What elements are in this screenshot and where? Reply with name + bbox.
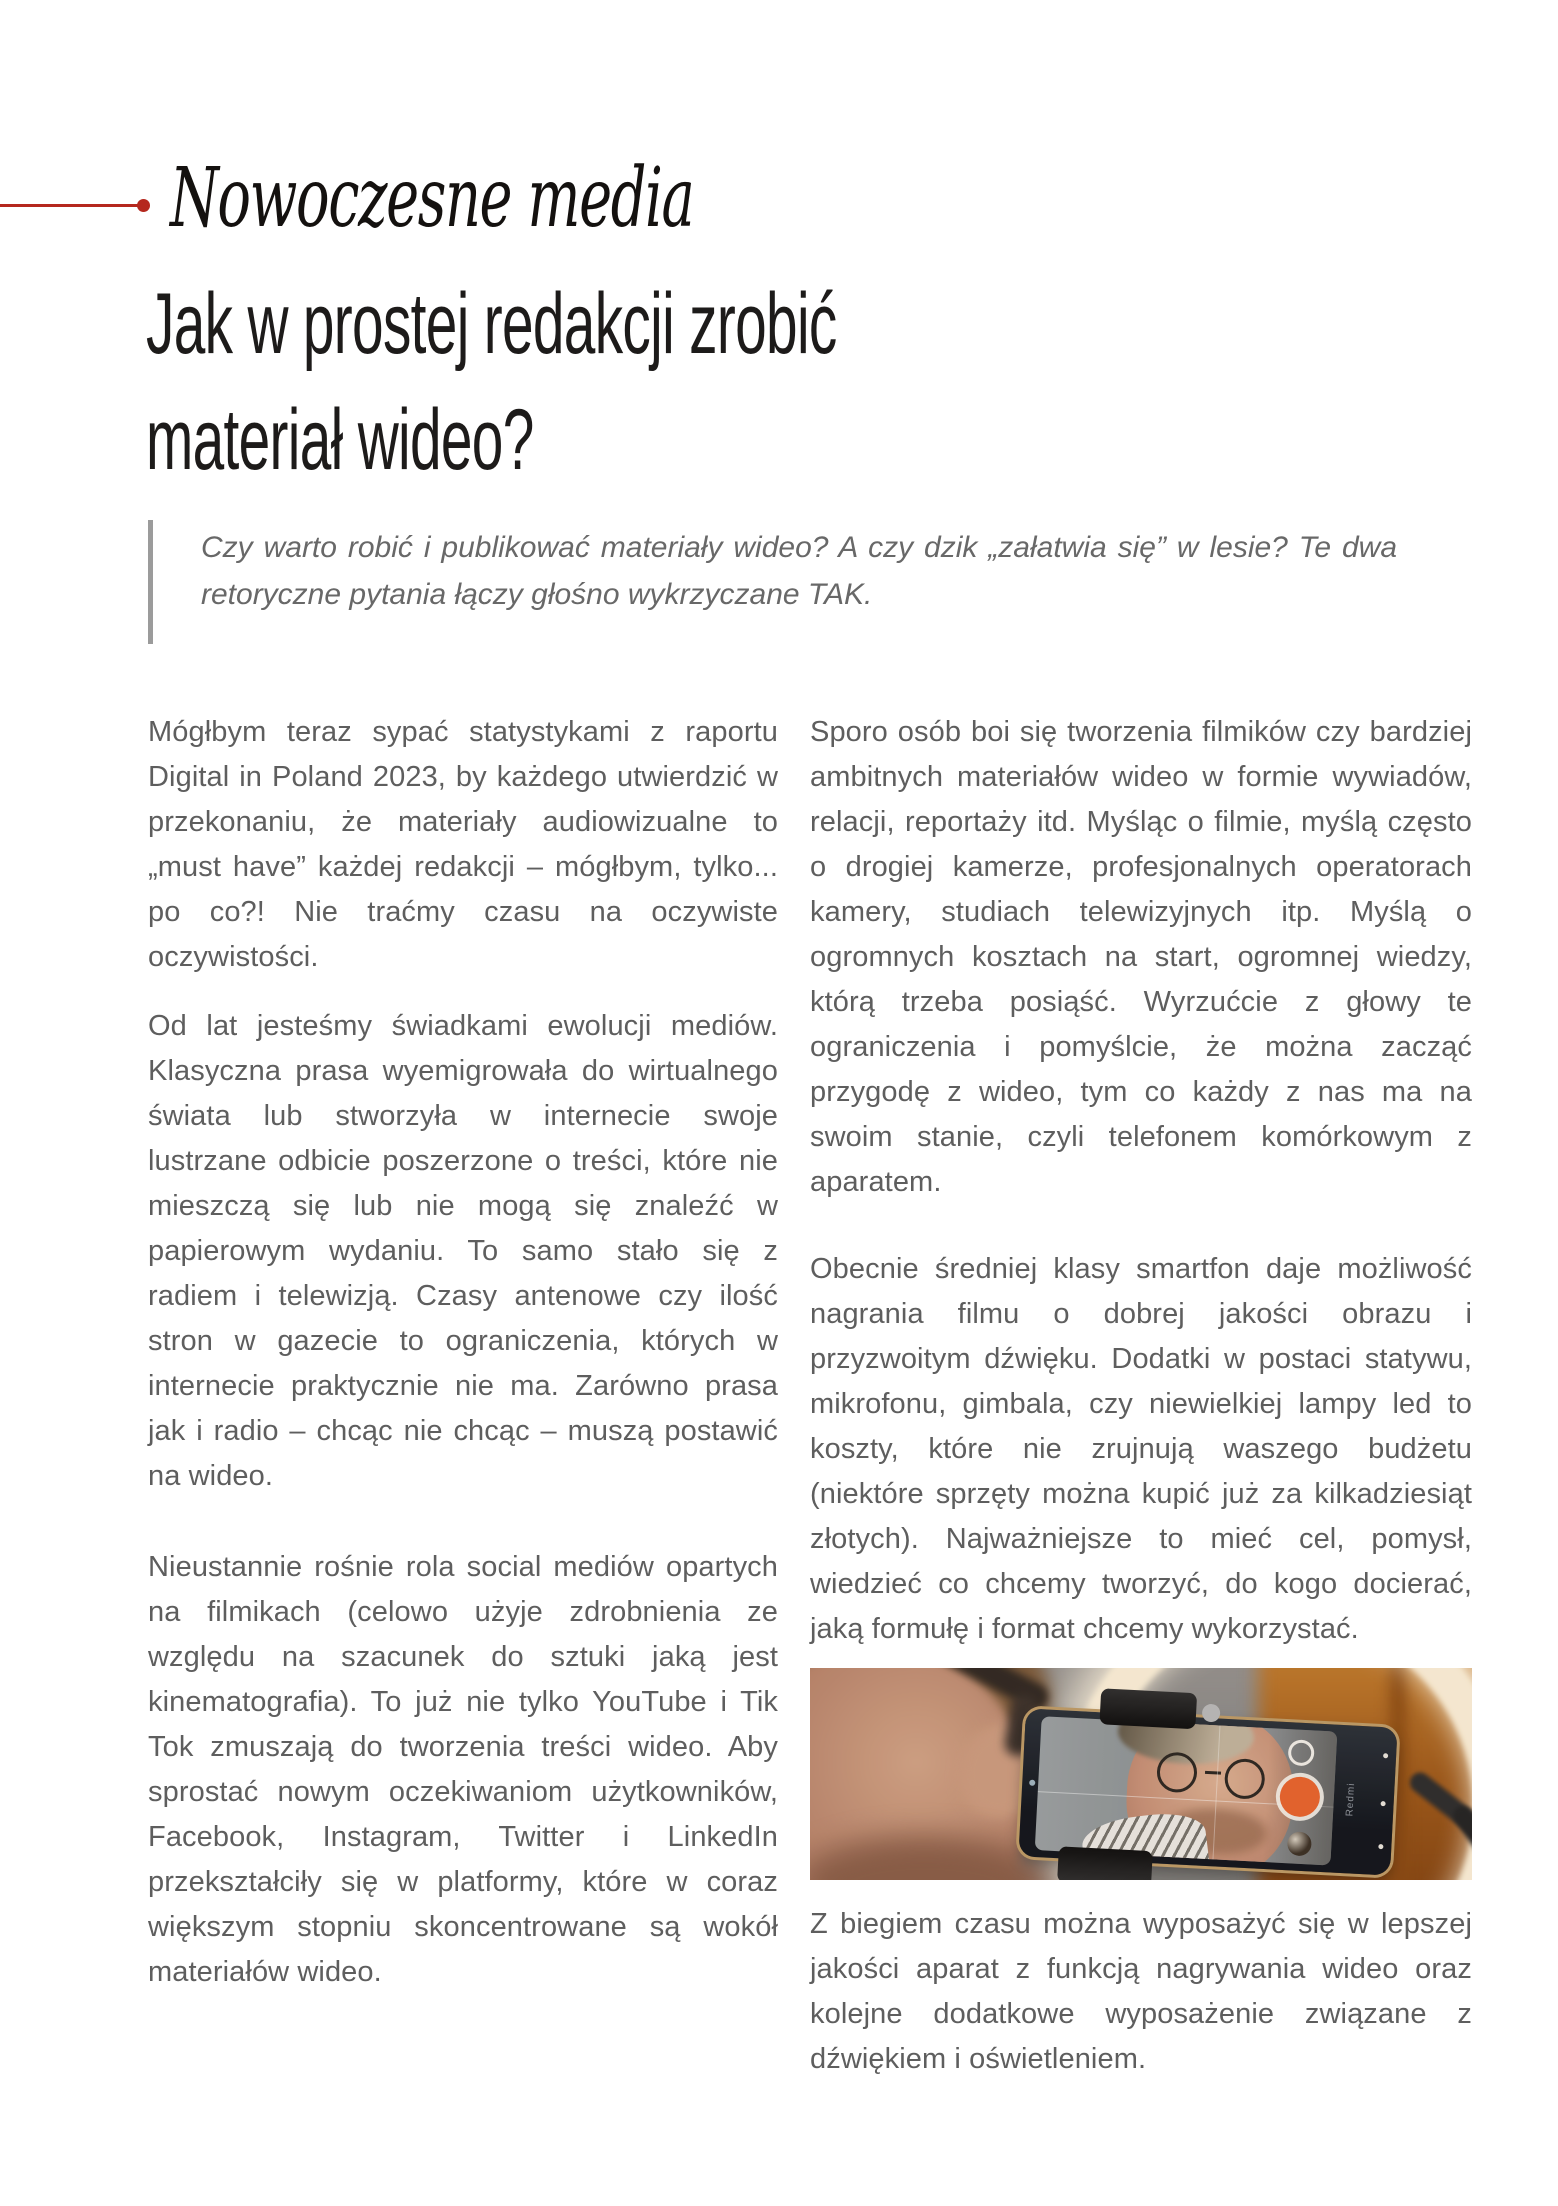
body-paragraph: Obecnie średniej klasy smartfon daje możliwość nagrania filmu o dobrej jakości obrazu i przyzwoitym dźwięku. Dodatki w postaci statywu, mikrofonu, gimbala, czy niewielkiej lampy led to koszty, które nie zrujnują waszego budżetu (niektóre sprzęty można kupić już za kilkadziesiąt złotych). Najważniejsze to mieć cel, pomysł, wiedzieć co chcemy tworzyć, do kogo docierać, jaką formułę i format chcemy wykorzystać. (810, 1253, 1472, 1645)
left-column (148, 710, 778, 2082)
kicker-accent-dot (137, 199, 150, 212)
body-paragraph: Z biegiem czasu można wyposażyć się w lepszej jakości aparat z funkcją nagrywania wideo oraz kolejne dodatkowe wyposażenie związane z dźwiękiem i oświetleniem. (810, 1908, 1472, 2075)
phone-brand-label: Redmi (1344, 1782, 1358, 1817)
kicker-accent-rule (0, 204, 140, 207)
article-title-text (146, 266, 837, 498)
body-paragraph: Sporo osób boi się tworzenia filmików czy bardziej ambitnych materiałów wideo w formie wywiadów, relacji, reportaży itd. Myśląc o filmie, myślą często o drogiej kamerze, profesjonalnych operatorach kamery, studiach telewizyjnych itp. Myślą o ogromnych kosztach na start, ogromnej wiedzy, którą trzeba posiąść. Wyrzućcie z głowy te ograniczenia i pomyślcie, że można zacząć przygodę z wideo, tym co każdy z nas ma na swoim stanie, czyli telefonem komórkowym z aparatem. (810, 716, 1472, 1198)
section-kicker (170, 151, 940, 246)
lede-accent-bar (148, 520, 153, 644)
section-kicker-text: Nowoczesne media (170, 151, 694, 246)
lede-paragraph: Czy warto robić i publikować materiały wideo? A czy dzik „załatwia się” w lesie? Te dwa retoryczne pytania łączy głośno wykrzyczane TAK. (201, 531, 1397, 611)
body-paragraph: Od lat jesteśmy świadkami ewolucji mediów. Klasyczna prasa wyemigrowała do wirtualnego świata lub stworzyła w internecie swoje lustrzane odbicie poszerzone o treści, które nie mieszczą się lub nie mogą się znaleźć w papierowym wydaniu. To samo stało się z radiem i telewizją. Czasy antenowe czy ilość stron w gazecie to ograniczenia, których w internecie praktycznie nie ma. Zarówno prasa jak i radio – chcąc nie chcąc – muszą postawić na wideo. (148, 1010, 778, 1492)
article-title-line-2: materiał wideo? (146, 392, 534, 488)
article-title (146, 266, 1192, 498)
body-paragraph: Mógłbym teraz sypać statystykami z raportu Digital in Poland 2023, by każdego utwierdzić w przekonaniu, że materiały audiowizualne to „must have” każdej redakcji – mógłbym, tylko... po co?! Nie traćmy czasu na oczywiste oczywistości. (148, 716, 778, 973)
right-column (810, 710, 1472, 2082)
article-title-line-1: Jak w prostej redakcji zrobić (146, 276, 837, 372)
article-body (148, 710, 1472, 2082)
body-paragraph: Nieustannie rośnie rola social mediów opartych na filmikach (celowo użyje zdrobnienia ze względu na szacunek do sztuki jaką jest kinematografia). To już nie tylko YouTube i Tik Tok zmuszają do tworzenia treści wideo. Aby sprostać nowym oczekiwaniom użytkowników, Facebook, Instagram, Twitter i LinkedIn przekształciły się w platformy, które w coraz większym stopniu skoncentrowane są wokół materiałów wideo. (148, 1551, 778, 1988)
photo-color-grade-overlay (810, 1668, 1472, 1880)
article-photo-vlogger-ring-light (810, 1668, 1472, 1880)
